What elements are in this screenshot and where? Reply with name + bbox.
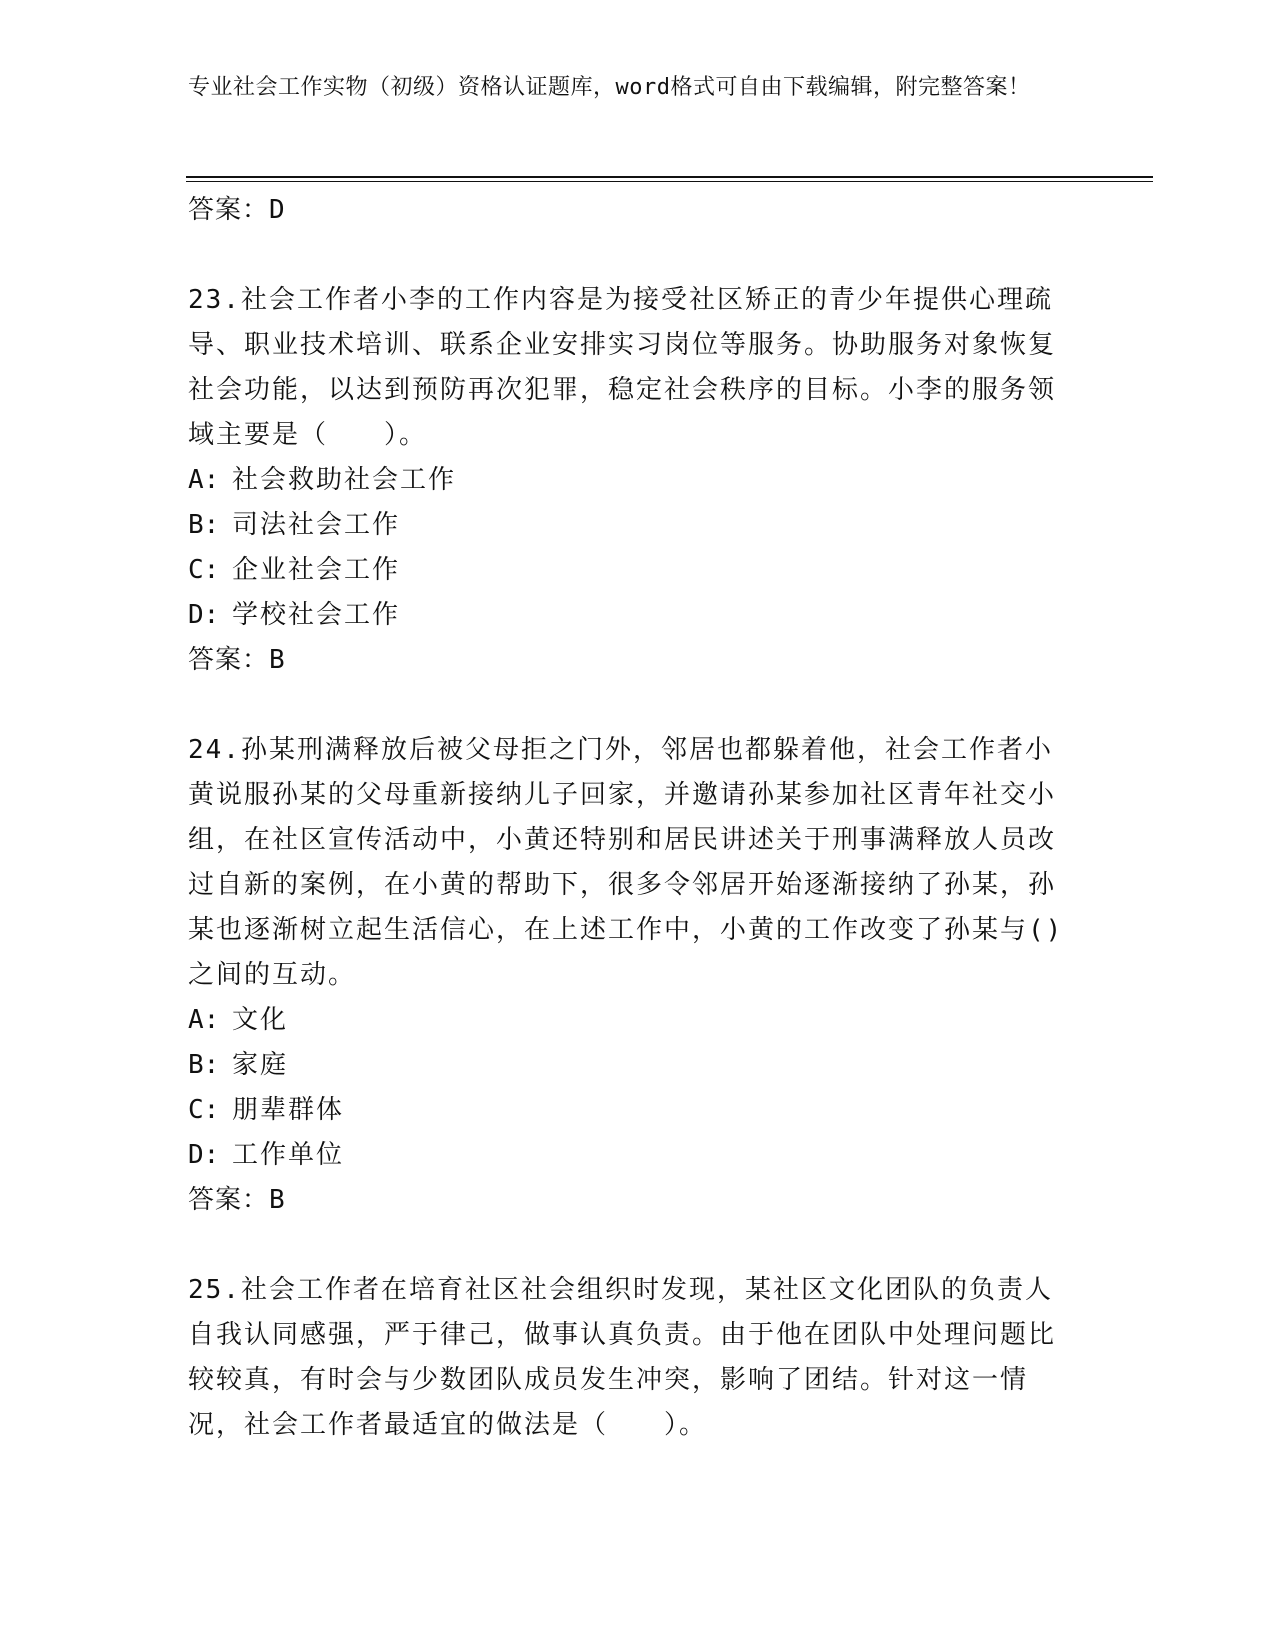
question-text: 23.社会工作者小李的工作内容是为接受社区矫正的青少年提供心理疏导、职业技术培训、联系企业安排实习岗位等服务。协助服务对象恢复社会功能，以达到预防再次犯罪，稳定社会秩序的目标。小李的服务领域主要是（ ）。 [188, 285, 1057, 450]
option-text: 工作单位 [232, 1140, 345, 1170]
spacer [188, 1223, 1068, 1268]
option-key: A: [188, 1005, 220, 1035]
answer-line [188, 188, 1068, 233]
option-key: C: [188, 1095, 220, 1125]
option-b [188, 503, 1068, 548]
option-c [188, 1088, 1068, 1133]
question-text: 25.社会工作者在培育社区社会组织时发现，某社区文化团队的负责人自我认同感强，严于律己，做事认真负责。由于他在团队中处理问题比较较真，有时会与少数团队成员发生冲突，影响了团结。针对这一情况，社会工作者最适宜的做法是（ ）。 [188, 1275, 1057, 1440]
question-text: 24.孙某刑满释放后被父母拒之门外，邻居也都躲着他，社会工作者小黄说服孙某的父母重新接纳儿子回家，并邀请孙某参加社区青年社交小组，在社区宣传活动中，小黄还特别和居民讲述关于刑事满释放人员改过自新的案例，在小黄的帮助下，很多令邻居开始逐渐接纳了孙某，孙某也逐渐树立起生活信心，在上述工作中，小黄的工作改变了孙某与()之间的互动。 [188, 735, 1064, 990]
option-key: B: [188, 1050, 220, 1080]
option-text: 企业社会工作 [232, 555, 401, 585]
spacer [188, 683, 1068, 728]
option-a [188, 998, 1068, 1043]
option-key: C: [188, 555, 220, 585]
answer-value: B [269, 1185, 286, 1215]
option-key: D: [188, 1140, 220, 1170]
option-d [188, 593, 1068, 638]
option-text: 司法社会工作 [232, 510, 401, 540]
option-text: 家庭 [232, 1050, 289, 1080]
option-c [188, 548, 1068, 593]
option-text: 社会救助社会工作 [232, 465, 457, 495]
header-divider-thick [186, 176, 1153, 178]
option-key: B: [188, 510, 220, 540]
question-list [188, 188, 1068, 1448]
option-text: 朋辈群体 [232, 1095, 345, 1125]
option-key: D: [188, 600, 220, 630]
option-a [188, 458, 1068, 503]
header-divider-thin [186, 181, 1153, 182]
answer-label: 答案： [188, 195, 270, 225]
answer-value: B [269, 645, 286, 675]
option-d [188, 1133, 1068, 1178]
answer-line [188, 638, 1068, 683]
answer-value: D [269, 195, 286, 225]
answer-line [188, 1178, 1068, 1223]
option-b [188, 1043, 1068, 1088]
answer-label: 答案： [188, 1185, 270, 1215]
page-header: 专业社会工作实物（初级）资格认证题库，word格式可自由下载编辑，附完整答案！ [188, 75, 1031, 100]
answer-label: 答案： [188, 645, 270, 675]
option-text: 学校社会工作 [232, 600, 401, 630]
spacer [188, 233, 1068, 278]
option-text: 文化 [232, 1005, 289, 1035]
option-key: A: [188, 465, 220, 495]
